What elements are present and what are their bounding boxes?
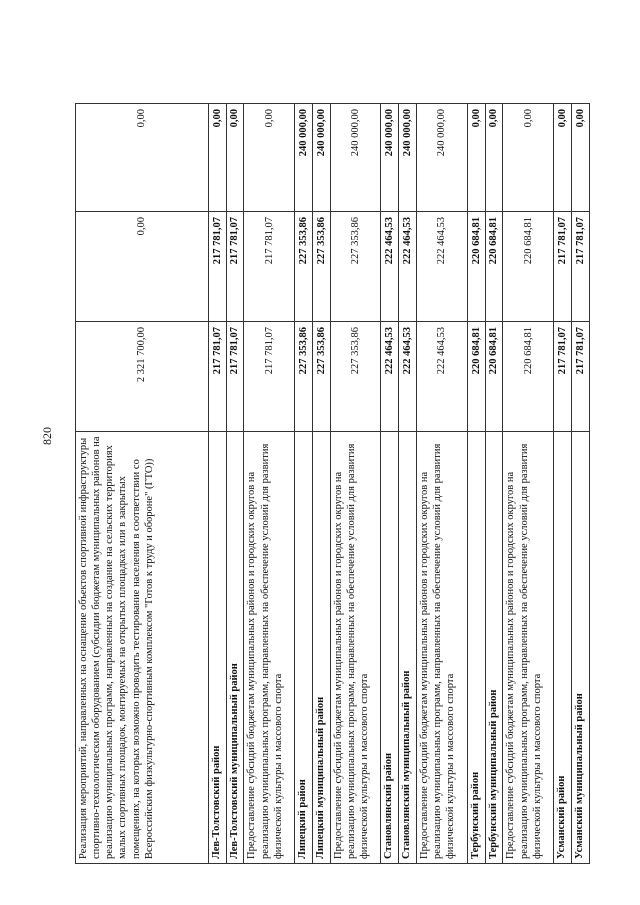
amount-col1-cell: 220 684,81 [485, 322, 503, 432]
amount-col3-cell: 240 000,00 [330, 104, 381, 212]
amount-col3-cell: 0,00 [244, 104, 295, 212]
amount-col2-cell: 222 464,53 [381, 212, 399, 322]
amount-col1-cell: 222 464,53 [399, 322, 417, 432]
page-number: 820 [40, 427, 54, 445]
amount-col3-cell: 0,00 [76, 104, 209, 212]
table-row [381, 104, 399, 864]
amount-col3-cell: 0,00 [208, 104, 226, 212]
amount-col1-cell: 220 684,81 [467, 322, 485, 432]
row-name-cell: Реализация мероприятий, направленных на оснащение объектов спортивной инфраструктуры спортивно-технологическим оборудованием (субсидии бюджетам муниципальных районов на реализацию муниципальных программ, направленных на создание на сельских территориях малых спортивных площадок, монтируемых на открытых площадках или в закрытых помещениях, на которых возможно проводить тестирование населения в соответствии со Всероссийским физкультурно-спортивным комплексом "Готов к труду и обороне" (ГТО)) [76, 432, 209, 864]
amount-col2-cell: 222 464,53 [399, 212, 417, 322]
amount-col3-cell: 240 000,00 [312, 104, 330, 212]
amount-col3-cell: 0,00 [485, 104, 503, 212]
amount-col3-cell: 0,00 [467, 104, 485, 212]
amount-col2-cell: 227 353,86 [312, 212, 330, 322]
amount-col1-cell: 217 781,07 [554, 322, 572, 432]
amount-col2-cell: 222 464,53 [417, 212, 468, 322]
amount-col1-cell: 2 321 700,00 [76, 322, 209, 432]
amount-col3-cell: 240 000,00 [381, 104, 399, 212]
amount-col2-cell: 217 781,07 [244, 212, 295, 322]
row-name-cell: Предоставление субсидий бюджетам муниципальных районов и городских округов на реализацию муниципальных программ, направленных на обеспечение условий для развития физической культуры и массового спорта [330, 432, 381, 864]
amount-col2-cell: 217 781,07 [554, 212, 572, 322]
table-row [76, 104, 209, 864]
table-row [417, 104, 468, 864]
amount-col1-cell: 217 781,07 [571, 322, 589, 432]
amount-col1-cell: 227 353,86 [312, 322, 330, 432]
amount-col2-cell: 217 781,07 [208, 212, 226, 322]
row-name-cell: Становлянский муниципальный район [399, 432, 417, 864]
table-row [244, 104, 295, 864]
row-name-cell: Усманский район [554, 432, 572, 864]
table-row [208, 104, 226, 864]
table-row [312, 104, 330, 864]
amount-col3-cell: 240 000,00 [295, 104, 313, 212]
amount-col2-cell: 220 684,81 [467, 212, 485, 322]
amount-col1-cell: 227 353,86 [295, 322, 313, 432]
row-name-cell: Становлянский район [381, 432, 399, 864]
amount-col1-cell: 217 781,07 [244, 322, 295, 432]
row-name-cell: Предоставление субсидий бюджетам муниципальных районов и городских округов на реализацию муниципальных программ, направленных на обеспечение условий для развития физической культуры и массового спорта [417, 432, 468, 864]
row-name-cell: Тербунский район [467, 432, 485, 864]
table-row [295, 104, 313, 864]
row-name-cell: Тербунский муниципальный район [485, 432, 503, 864]
amount-col3-cell: 240 000,00 [417, 104, 468, 212]
amount-col1-cell: 217 781,07 [208, 322, 226, 432]
row-name-cell: Усманский муниципальный район [571, 432, 589, 864]
amount-col2-cell: 217 781,07 [226, 212, 244, 322]
row-name-cell: Липецкий муниципальный район [312, 432, 330, 864]
amount-col3-cell: 0,00 [571, 104, 589, 212]
budget-table [75, 103, 590, 864]
table-row [571, 104, 589, 864]
amount-col2-cell: 220 684,81 [503, 212, 554, 322]
row-name-cell: Предоставление субсидий бюджетам муниципальных районов и городских округов на реализацию муниципальных программ, направленных на обеспечение условий для развития физической культуры и массового спорта [244, 432, 295, 864]
amount-col2-cell: 220 684,81 [485, 212, 503, 322]
amount-col2-cell: 0,00 [76, 212, 209, 322]
amount-col3-cell: 0,00 [503, 104, 554, 212]
amount-col1-cell: 227 353,86 [330, 322, 381, 432]
budget-table-container [75, 104, 590, 864]
table-row [330, 104, 381, 864]
table-row [399, 104, 417, 864]
amount-col2-cell: 227 353,86 [295, 212, 313, 322]
table-row [554, 104, 572, 864]
table-row [226, 104, 244, 864]
row-name-cell: Липецкий район [295, 432, 313, 864]
table-row [467, 104, 485, 864]
amount-col2-cell: 227 353,86 [330, 212, 381, 322]
row-name-cell: Лев-Толстовский муниципальный район [226, 432, 244, 864]
amount-col3-cell: 0,00 [554, 104, 572, 212]
table-row [503, 104, 554, 864]
row-name-cell: Предоставление субсидий бюджетам муниципальных районов и городских округов на реализацию муниципальных программ, направленных на обеспечение условий для развития физической культуры и массового спорта [503, 432, 554, 864]
amount-col2-cell: 217 781,07 [571, 212, 589, 322]
amount-col1-cell: 220 684,81 [503, 322, 554, 432]
row-name-cell: Лев-Толстовский район [208, 432, 226, 864]
amount-col1-cell: 217 781,07 [226, 322, 244, 432]
amount-col1-cell: 222 464,53 [417, 322, 468, 432]
table-row [485, 104, 503, 864]
amount-col3-cell: 0,00 [226, 104, 244, 212]
amount-col1-cell: 222 464,53 [381, 322, 399, 432]
amount-col3-cell: 240 000,00 [399, 104, 417, 212]
budget-table-body [76, 104, 590, 864]
